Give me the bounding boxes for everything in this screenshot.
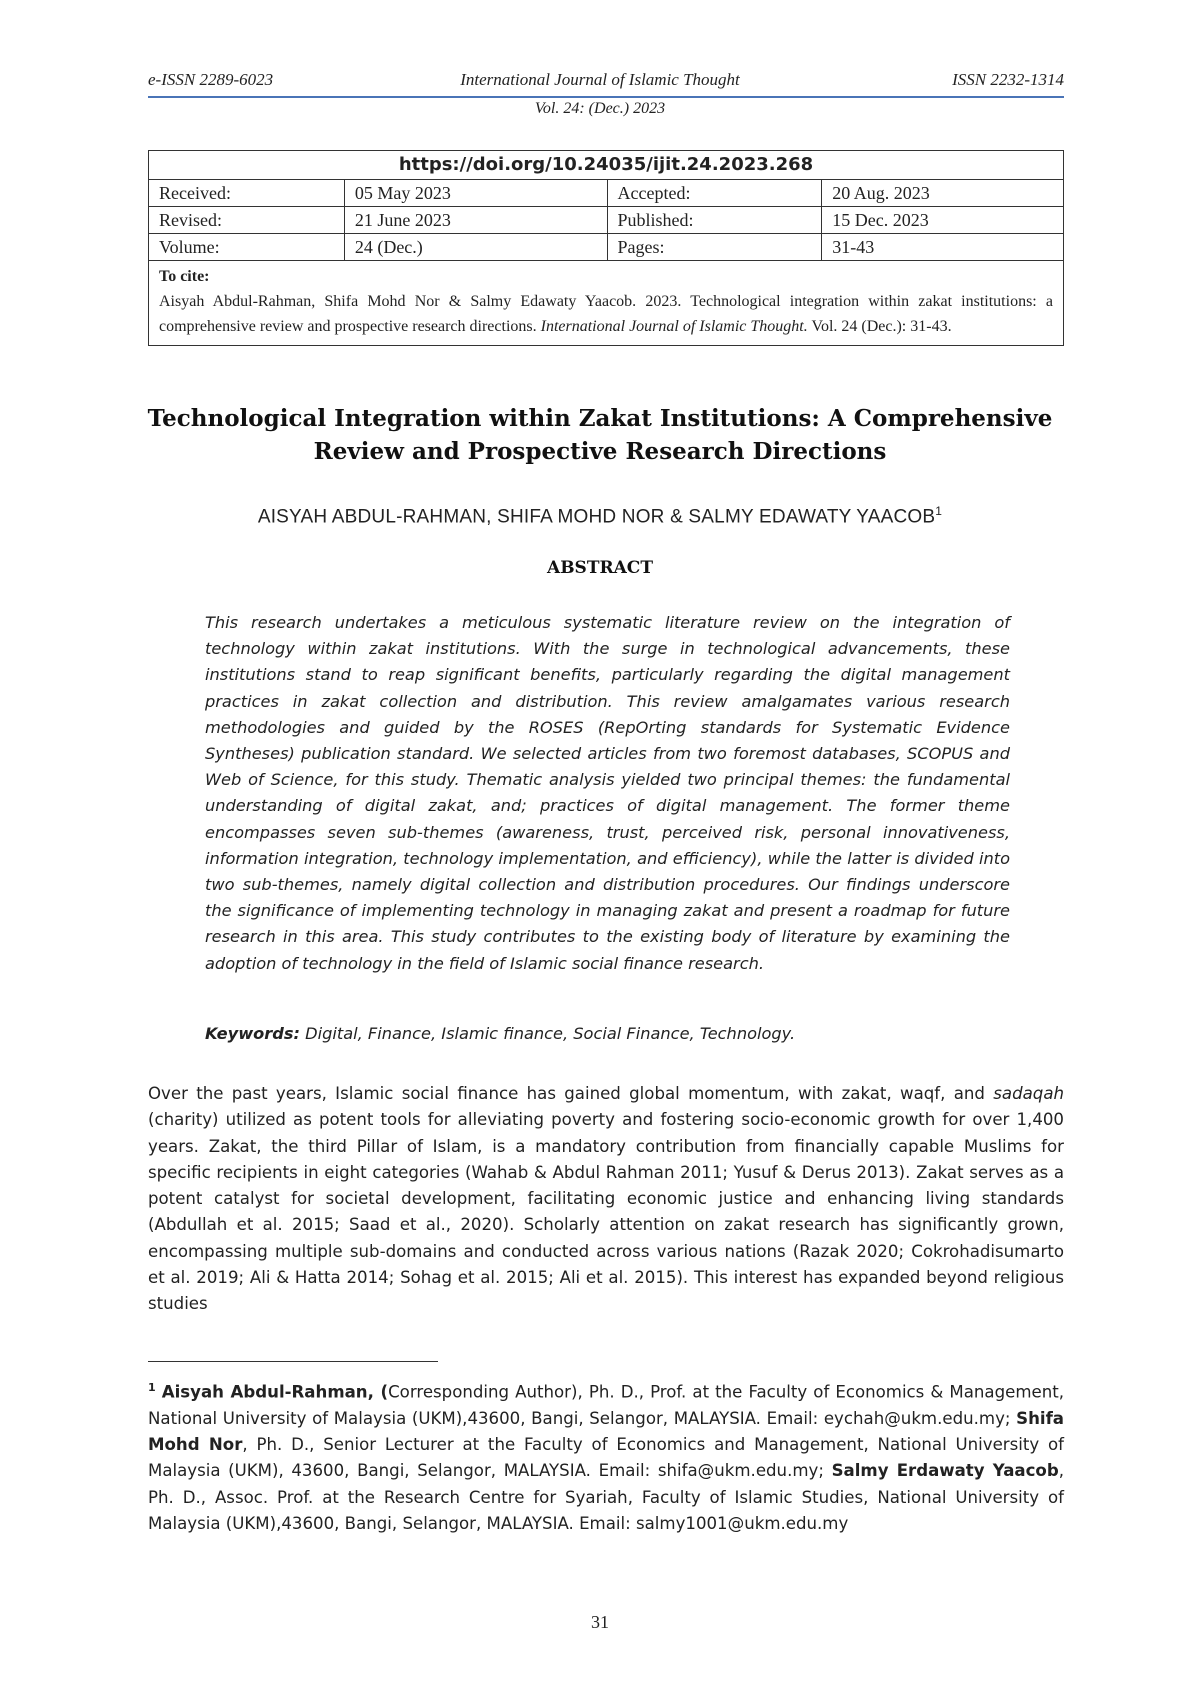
body-italic-term: sadaqah: [993, 1084, 1064, 1103]
volume-field-label: Volume:: [149, 234, 345, 261]
citation-cell: [149, 261, 1064, 346]
header-rule: [148, 96, 1064, 98]
footnote-text-3: , Ph. D., Assoc. Prof. at the Research Centre for Syariah, Faculty of Islamic Studies, National University of Malaysia (UKM),43600, Bangi, Selangor, MALAYSIA. Email: salmy1001@ukm.edu.my: [148, 1461, 1064, 1534]
cite-journal: International Journal of Islamic Thought.: [540, 318, 808, 335]
footnote-text-2: , Ph. D., Senior Lecturer at the Faculty of Economics and Management, National University of Malaysia (UKM), 43600, Bangi, Selangor, MALAYSIA. Email: shifa@ukm.edu.my;: [148, 1435, 1064, 1481]
doi-row: [149, 151, 1064, 180]
cite-row: [149, 261, 1064, 346]
received-label: Received:: [149, 180, 345, 207]
table-row: [149, 180, 1064, 207]
body-paragraph: [148, 1081, 1064, 1318]
pages-label: Pages:: [607, 234, 822, 261]
paper-title: [120, 402, 1080, 468]
footnote-rule: [148, 1361, 438, 1362]
title-line-1: Technological Integration within Zakat Institutions: A Comprehensive: [147, 405, 1053, 432]
title-line-2: Review and Prospective Research Directions: [313, 438, 887, 465]
journal-name: International Journal of Islamic Thought: [460, 70, 740, 89]
accepted-date: 20 Aug. 2023: [822, 180, 1064, 207]
abstract-text: This research undertakes a meticulous systematic literature review on the integration of technology within zakat institutions. With the surge in technological advancements, these institutions stand to reap significant benefits, particularly regarding the digital management practices in zakat collection and distribution. This review amalgamates various research methodologies and guided by the ROSES (RepOrting standards for Systematic Evidence Syntheses) publication standard. We selected articles from two foremost databases, SCOPUS and Web of Science, for this study. Thematic analysis yielded two principal themes: the fundamental understanding of digital zakat, and; practices of digital management. The former theme encompasses seven sub-themes (awareness, trust, perceived risk, personal innovativeness, information integration, technology implementation, and efficiency), while the latter is divided into two sub-themes, namely digital collection and distribution procedures. Our findings underscore the significance of implementing technology in managing zakat and present a roadmap for future research in this area. This study contributes to the existing body of literature by examining the adoption of technology in the field of Islamic social finance research.: [205, 613, 1010, 973]
cite-label: To cite:: [159, 268, 210, 285]
table-row: [149, 207, 1064, 234]
author-list: [0, 504, 1200, 528]
footnote-text-1: Corresponding Author), Ph. D., Prof. at the Faculty of Economics & Management, National University of Malaysia (UKM),43600, Bangi, Selangor, MALAYSIA. Email: eychah@ukm.edu.my;: [148, 1382, 1064, 1428]
published-date: 15 Dec. 2023: [822, 207, 1064, 234]
volume-value: 24 (Dec.): [344, 234, 607, 261]
footnote-mark: 1: [148, 1381, 156, 1394]
pages-value: 31-43: [822, 234, 1064, 261]
page-number: 31: [591, 1612, 609, 1632]
received-date: 05 May 2023: [344, 180, 607, 207]
footnote-author-1: Aisyah Abdul-Rahman, (: [161, 1382, 389, 1402]
abstract-heading: ABSTRACT: [547, 558, 653, 578]
citation-text: [159, 289, 1053, 339]
author-footnote-mark[interactable]: 1: [935, 504, 943, 518]
body-text-rest: (charity) utilized as potent tools for alleviating poverty and fostering socio-economic growth for over 1,400 years. Zakat, the third Pillar of Islam, is a mandatory contribution from financially capable Muslims for specific recipients in eight categories (Wahab & Abdul Rahman 2011; Yusuf & Derus 2013). Zakat serves as a potent catalyst for societal development, facilitating economic justice and enhancing living standards (Abdullah et al. 2015; Saad et al., 2020). Scholarly attention on zakat research has significantly grown, encompassing multiple sub-domains and conducted across various nations (Razak 2020; Cokrohadisumarto et al. 2019; Ali & Hatta 2014; Sohag et al. 2015; Ali et al. 2015). This interest has expanded beyond religious studies: [148, 1110, 1064, 1314]
article-info-table: [148, 150, 1064, 346]
footnote-author-2: Shifa Mohd Nor: [148, 1408, 1064, 1455]
body-text-start: Over the past years, Islamic social finance has gained global momentum, with zakat, waqf, and: [148, 1084, 985, 1103]
eissn-label: e-ISSN 2289-6023: [148, 70, 274, 89]
accepted-label: Accepted:: [607, 180, 822, 207]
doi-link[interactable]: https://doi.org/10.24035/ijit.24.2023.268: [149, 151, 1064, 180]
cite-end: Vol. 24 (Dec.): 31-43.: [811, 318, 952, 335]
issn-label: ISSN 2232-1314: [952, 70, 1064, 89]
revised-date: 21 June 2023: [344, 207, 607, 234]
cite-text: Aisyah Abdul-Rahman, Shifa Mohd Nor & Salmy Edawaty Yaacob. 2023. Technological integration within zakat institutions: a comprehensive review and prospective research directions.: [159, 293, 1053, 335]
footnote: [148, 1375, 1064, 1537]
keywords-line: [205, 1024, 1010, 1043]
published-label: Published:: [607, 207, 822, 234]
revised-label: Revised:: [149, 207, 345, 234]
footnote-author-3: Salmy Erdawaty Yaacob: [831, 1461, 1059, 1481]
authors-text: AISYAH ABDUL-RAHMAN, SHIFA MOHD NOR & SALMY EDAWATY YAACOB: [257, 506, 936, 528]
table-row: [149, 234, 1064, 261]
keywords-list: Digital, Finance, Islamic finance, Social Finance, Technology.: [305, 1024, 796, 1043]
keywords-label: Keywords:: [205, 1024, 300, 1043]
volume-label: Vol. 24: (Dec.) 2023: [534, 100, 666, 117]
